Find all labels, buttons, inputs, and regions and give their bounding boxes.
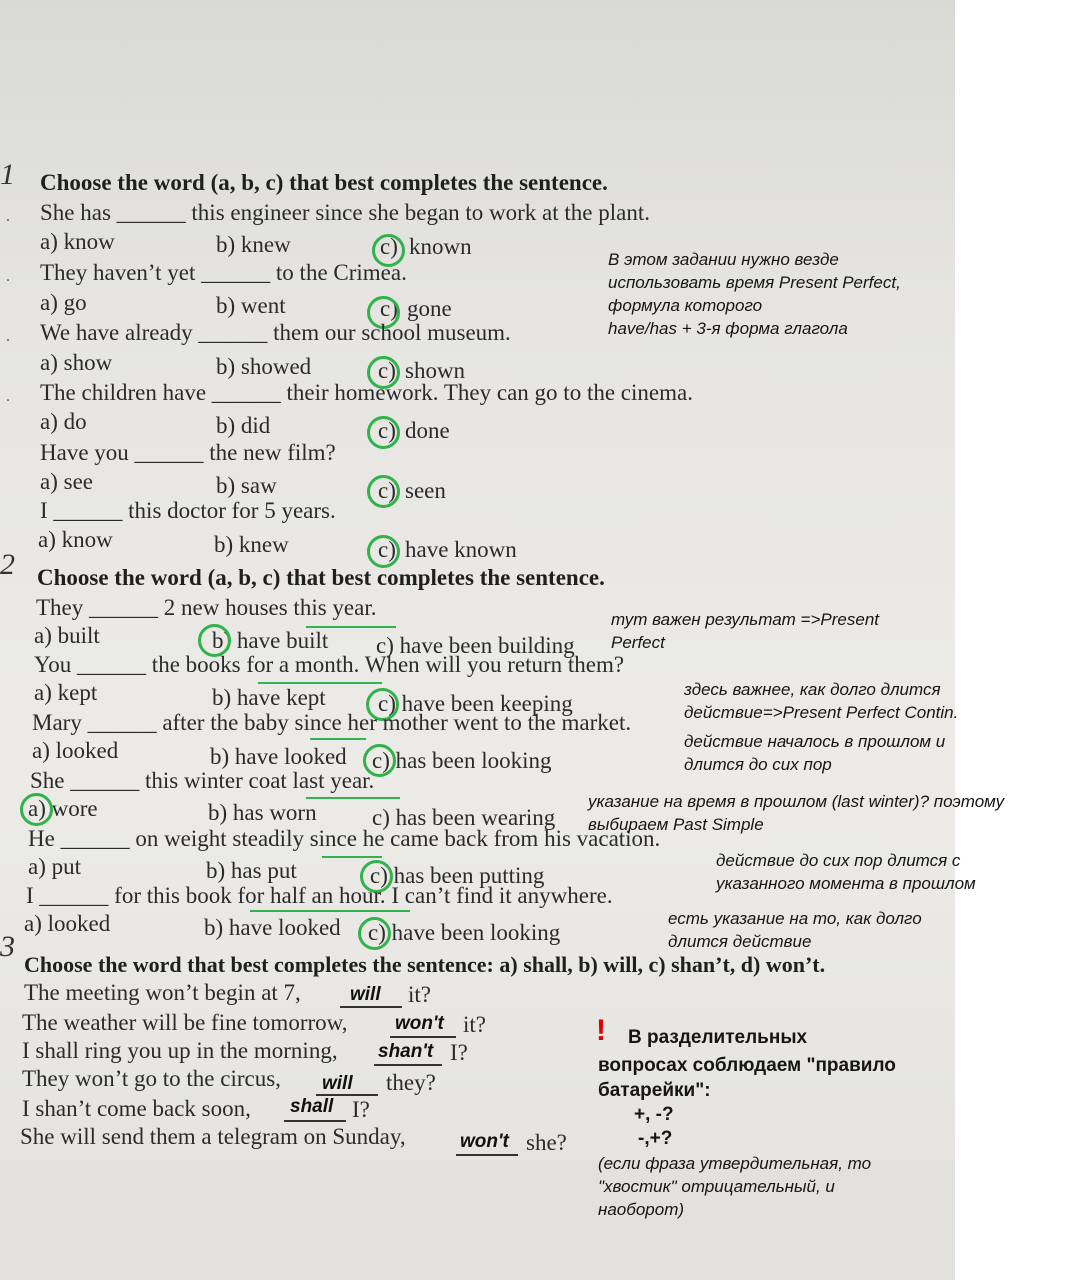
s3-q1-after: it? xyxy=(408,982,431,1007)
s1-q6-c-word: have known xyxy=(405,537,517,562)
s1-q4-b: b) did xyxy=(216,413,271,438)
note-line: (если фраза утвердительная, то xyxy=(598,1154,872,1173)
s2-q3-c: c) has been looking xyxy=(372,748,552,773)
s3-q5-after: I? xyxy=(352,1097,370,1122)
s3-q6-before: She will send them a telegram on Sunday, xyxy=(20,1124,406,1149)
s1-q5-a: a) see xyxy=(40,469,93,494)
s1-q2: They haven’t yet ______ to the Crimea. xyxy=(40,260,407,285)
answer-underline xyxy=(322,856,382,858)
exclamation-icon: ! xyxy=(596,1014,606,1047)
note-line: В этом задании нужно везде xyxy=(608,250,839,269)
note-line: have/has + 3-я форма глагола xyxy=(608,319,848,338)
s1-q4-a: a) do xyxy=(40,409,87,434)
note-line: "хвостик" отрицательный, и xyxy=(598,1177,835,1196)
answer-underline xyxy=(456,1154,518,1156)
s1-q2-a: a) go xyxy=(40,290,87,315)
s3-q3-after: I? xyxy=(450,1040,468,1065)
s1-q1-c-letter: c) xyxy=(380,234,398,259)
s1-q6-b: b) knew xyxy=(214,532,289,557)
s2-q1-a: a) built xyxy=(34,623,100,648)
section2-heading: Choose the word (a, b, c) that best completes the sentence. xyxy=(37,565,605,590)
answer-underline xyxy=(340,1006,402,1008)
s2-q6-c: c) have been looking xyxy=(368,920,561,945)
s1-q1: She has ______ this engineer since she began to work at the plant. xyxy=(40,200,650,225)
note-line: выбираем Past Simple xyxy=(588,815,764,834)
note-line: длится действие xyxy=(668,932,812,951)
section1-heading: Choose the word (a, b, c) that best completes the sentence. xyxy=(40,170,608,195)
answer-circle xyxy=(367,475,400,508)
s3-q5-answer: shall xyxy=(290,1096,334,1117)
s1-q2-c-letter: c) xyxy=(380,296,398,321)
s2-q6: I ______ for this book for half an hour. I can’t find it anywhere. xyxy=(26,883,613,908)
answer-circle xyxy=(367,416,400,449)
s3-q1-answer: will xyxy=(350,984,381,1005)
s3-q5-before: I shan’t come back soon, xyxy=(22,1096,251,1121)
s1-q2-b: b) went xyxy=(216,293,286,318)
note-line: действие началось в прошлом и xyxy=(684,732,946,751)
s3-q6-after: she? xyxy=(526,1130,567,1155)
s1-q4-c-word: done xyxy=(405,418,450,443)
note-line: длится до сих пор xyxy=(684,755,832,774)
s2-q4-c: c) has been wearing xyxy=(372,805,556,830)
s1-q6-c-letter: c) xyxy=(378,537,396,562)
s1-q1-b: b) knew xyxy=(216,232,291,257)
answer-underline xyxy=(284,1120,346,1122)
section1-number: 1 xyxy=(0,158,15,191)
s3-q4-answer: will xyxy=(322,1073,353,1094)
s2-q4: She ______ this winter coat last year. xyxy=(30,768,375,793)
section3-number: 3 xyxy=(0,930,15,963)
note-line: наоборот) xyxy=(598,1200,685,1219)
s2-q2-a: a) kept xyxy=(34,680,98,705)
bullet: . xyxy=(6,268,10,285)
s1-q5-c-word: seen xyxy=(405,478,446,503)
s2-q5-b: b) has put xyxy=(206,858,297,883)
answer-underline xyxy=(374,1064,442,1066)
s1-q3-b: b) showed xyxy=(216,354,312,379)
note-line: вопросах соблюдаем "правило xyxy=(598,1055,896,1076)
note-line: -,+? xyxy=(638,1128,673,1149)
note-line: есть указание на то, как долго xyxy=(668,909,922,928)
s1-q3: We have already ______ them our school museum. xyxy=(40,320,511,345)
s2-q4-b: b) has worn xyxy=(208,800,317,825)
s2-q1-c: c) have been building xyxy=(376,633,575,658)
note-line: Perfect xyxy=(611,633,665,652)
s2-q3-a: a) looked xyxy=(32,738,119,763)
s1-q3-c-letter: c) xyxy=(378,358,396,383)
note-line: указание на время в прошлом (last winter)? поэтому xyxy=(588,792,1005,811)
section2-number: 2 xyxy=(0,548,15,581)
s2-q1-b: b) have built xyxy=(212,628,329,653)
s2-q6-a: a) looked xyxy=(24,911,111,936)
s2-q3: Mary ______ after the baby since her mother went to the market. xyxy=(32,710,632,735)
answer-underline xyxy=(258,682,382,684)
s1-q1-c-word: known xyxy=(409,234,472,259)
s1-q1-a: a) know xyxy=(40,229,115,254)
answer-underline xyxy=(250,910,410,912)
s2-q2-b: b) have kept xyxy=(212,685,326,710)
answer-underline xyxy=(310,738,366,740)
s1-q5-b: b) saw xyxy=(216,473,277,498)
s1-q2-c-word: gone xyxy=(407,296,452,321)
s2-q3-b: b) have looked xyxy=(210,744,347,769)
note-line: тут важен результат =>Present xyxy=(611,610,879,629)
s3-q2-answer: won't xyxy=(395,1013,444,1034)
s2-q6-b: b) have looked xyxy=(204,915,341,940)
note-line: использовать время Present Perfect, xyxy=(608,273,901,292)
note-line: действие до сих пор длится с xyxy=(716,851,961,870)
s2-q4-a: a) wore xyxy=(28,796,98,821)
answer-circle xyxy=(20,793,53,826)
s2-q5-c: c) has been putting xyxy=(370,863,545,888)
note-line: действие=>Present Perfect Contin. xyxy=(684,703,959,722)
answer-circle xyxy=(367,535,400,568)
section3-heading: Choose the word that best completes the sentence: a) shall, b) will, c) shan’t, d) won’t. xyxy=(24,952,826,977)
note-line: формула которого xyxy=(608,296,763,315)
s2-q5: He ______ on weight steadily since he came back from his vacation. xyxy=(28,826,661,851)
note-line: указанного момента в прошлом xyxy=(716,874,976,893)
s1-q3-a: a) show xyxy=(40,350,113,375)
s3-q2-before: The weather will be fine tomorrow, xyxy=(22,1010,348,1035)
s3-q4-after: they? xyxy=(386,1070,436,1095)
s3-q3-before: I shall ring you up in the morning, xyxy=(22,1038,338,1063)
s3-q1-before: The meeting won’t begin at 7, xyxy=(24,980,301,1005)
s3-q6-answer: won't xyxy=(460,1131,509,1152)
note-line: батарейки": xyxy=(598,1080,711,1101)
s3-q2-after: it? xyxy=(463,1012,486,1037)
answer-underline xyxy=(306,797,400,799)
answer-underline xyxy=(390,1036,456,1038)
s1-q4: The children have ______ their homework. They can go to the cinema. xyxy=(40,380,693,405)
s2-q5-a: a) put xyxy=(28,854,82,879)
s1-q6: I ______ this doctor for 5 years. xyxy=(40,498,336,523)
s3-q3-answer: shan't xyxy=(378,1041,434,1062)
s2-q2: You ______ the books for a month. When will you return them? xyxy=(34,652,625,677)
s2-q2-c: c) have been keeping xyxy=(378,691,573,716)
s1-q6-a: a) know xyxy=(38,527,113,552)
s1-q3-c-word: shown xyxy=(405,358,466,383)
note-line: здесь важнее, как долго длится xyxy=(684,680,941,699)
s1-q4-c-letter: c) xyxy=(378,418,396,443)
note-line: В разделительных xyxy=(628,1027,808,1048)
note-line: +, -? xyxy=(634,1104,674,1125)
s1-q5-c-letter: c) xyxy=(378,478,396,503)
s3-q4-before: They won’t go to the circus, xyxy=(22,1066,281,1091)
bullet: . xyxy=(6,208,10,225)
s1-q5: Have you ______ the new film? xyxy=(40,440,336,465)
bullet: . xyxy=(6,328,10,345)
s2-q1: They ______ 2 new houses this year. xyxy=(36,595,377,620)
bullet: . xyxy=(6,388,10,405)
